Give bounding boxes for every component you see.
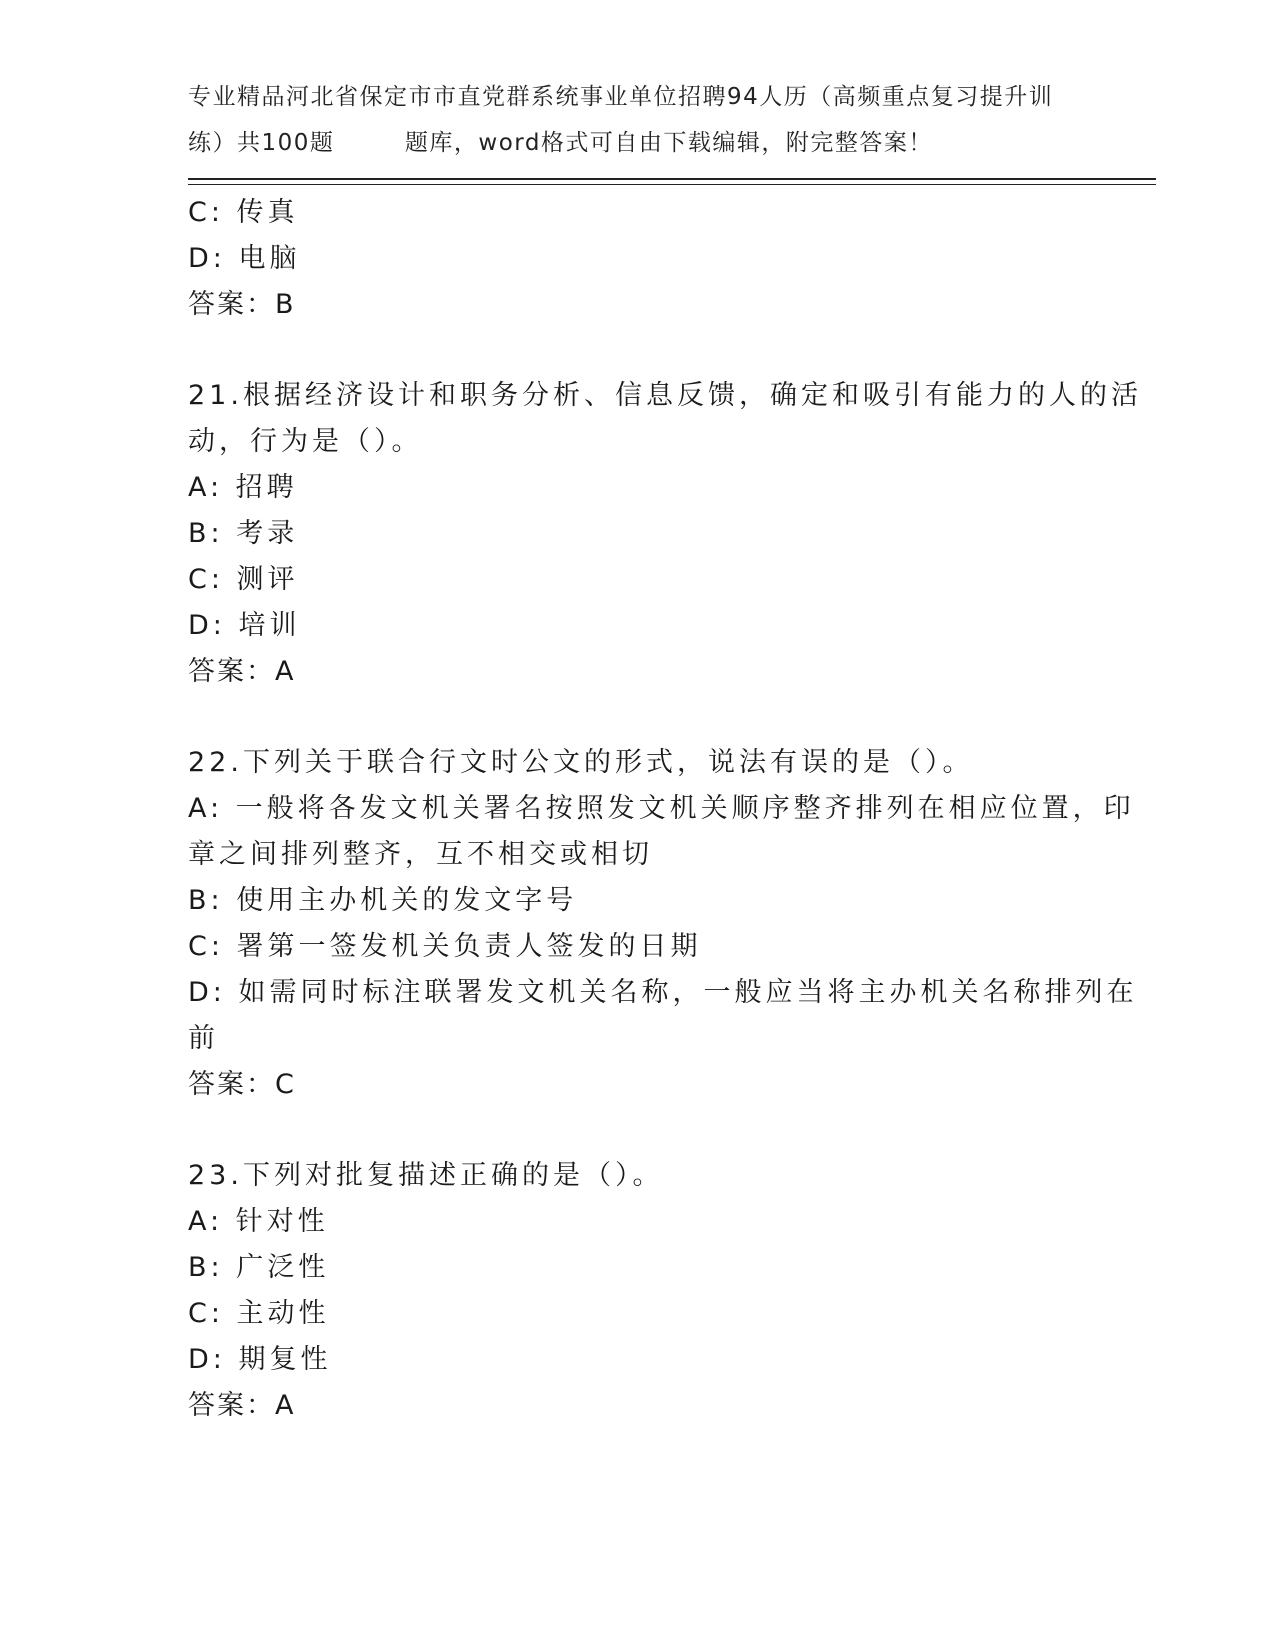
option-c: C: 测评 [188, 564, 299, 595]
question-22 [188, 740, 1138, 1108]
option-d-cont: 前 [188, 1023, 219, 1054]
option-a-cont: 章之间排列整齐，互不相交或相切 [188, 839, 653, 870]
option-a: A: 招聘 [188, 472, 298, 503]
answer: 答案：C [188, 1069, 296, 1100]
header-divider-thin [188, 184, 1156, 185]
option-c: C: 署第一签发机关负责人签发的日期 [188, 931, 702, 962]
option-a: A: 针对性 [188, 1206, 329, 1237]
question-23 [188, 1153, 1088, 1429]
option-b: B: 使用主办机关的发文字号 [188, 885, 578, 916]
answer: 答案：A [188, 656, 296, 687]
question-stem-cont: 动，行为是（）。 [188, 426, 423, 457]
header-line-1: 专业精品河北省保定市市直党群系统事业单位招聘94人历（高频重点复习提升训 [188, 84, 1054, 110]
option-c: C: 主动性 [188, 1298, 330, 1329]
answer: 答案：B [188, 289, 296, 320]
question-stem: 22.下列关于联合行文时公文的形式，说法有误的是（）。 [188, 747, 974, 778]
question-21 [188, 373, 1142, 695]
page-header [188, 74, 1068, 166]
header-divider-thick [188, 178, 1156, 180]
option-c: C: 传真 [188, 197, 299, 228]
header-line-2: 练）共100题 题库，word格式可自由下载编辑，附完整答案！ [188, 130, 933, 156]
option-b: B: 广泛性 [188, 1252, 330, 1283]
option-d: D: 培训 [188, 610, 301, 641]
question-stem: 23.下列对批复描述正确的是（）。 [188, 1160, 664, 1191]
answer: 答案：A [188, 1390, 296, 1421]
option-b: B: 考录 [188, 518, 299, 549]
question-list [188, 190, 1142, 1429]
question-20-tail [188, 190, 1088, 328]
option-d: D: 如需同时标注联署发文机关名称，一般应当将主办机关名称排列在 [188, 977, 1138, 1008]
option-d: D: 期复性 [188, 1344, 332, 1375]
question-stem: 21.根据经济设计和职务分析、信息反馈，确定和吸引有能力的人的活 [188, 380, 1142, 411]
option-d: D: 电脑 [188, 243, 301, 274]
option-a: A: 一般将各发文机关署名按照发文机关顺序整齐排列在相应位置，印 [188, 793, 1135, 824]
